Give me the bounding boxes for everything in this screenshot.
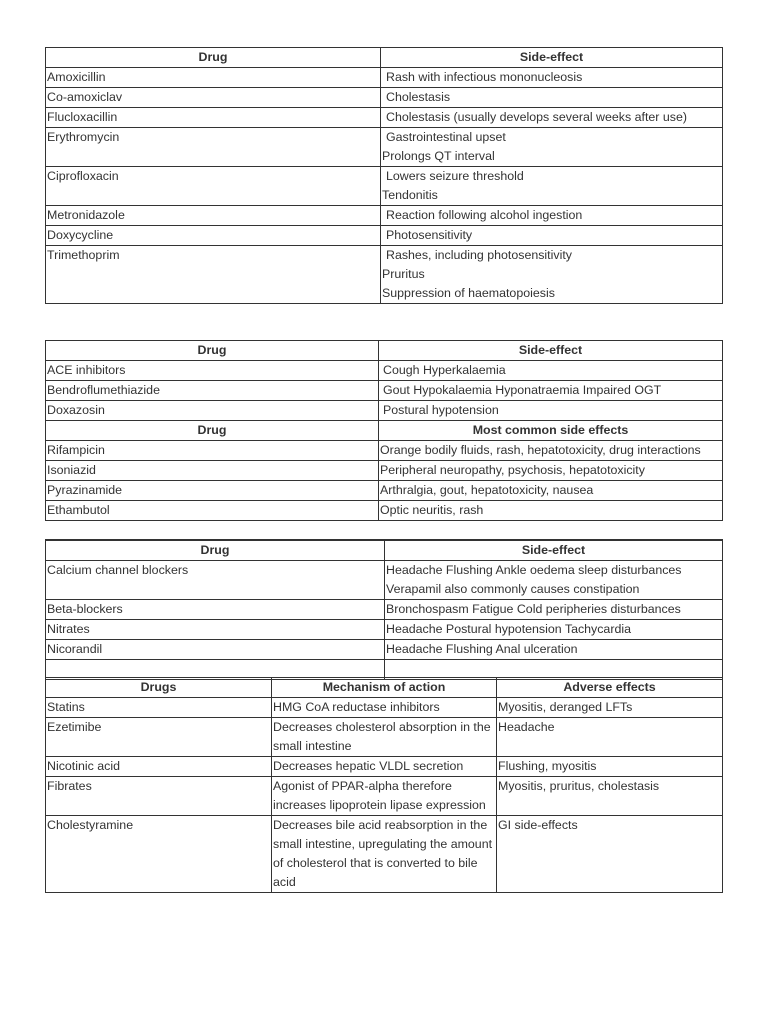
drug-cell: Isoniazid [46,461,379,481]
table-row [46,501,723,521]
drug-cell: Amoxicillin [46,68,381,88]
column-header-drugs: Drugs [46,678,272,698]
table-row [46,128,723,167]
column-header-drug: Drug [46,540,385,561]
side-effect-cell: Headache Flushing Anal ulceration [385,640,723,660]
table-header-row [46,341,723,361]
table-row [46,757,723,777]
column-header-adverse-effects: Adverse effects [497,678,723,698]
drug-side-effects-table [45,340,723,521]
table-subheader-row [46,421,723,441]
side-effect-cell [381,88,723,108]
table-row [46,401,723,421]
drug-cell: Trimethoprim [46,246,381,304]
table-row [46,481,723,501]
drug-cell: Statins [46,698,272,718]
mechanism-cell: Decreases cholesterol absorption in the small intestine [272,718,497,757]
side-effect-cell: Peripheral neuropathy, psychosis, hepatotoxicity [379,461,723,481]
table-row [46,108,723,128]
column-header-side-effect: Side-effect [379,341,723,361]
drug-cell: Pyrazinamide [46,481,379,501]
side-effect-cell [381,246,723,304]
side-effect-line: Lowers seizure threshold [386,169,524,183]
side-effect-line: Prolongs QT interval [382,149,495,163]
antibiotic-side-effects-table [45,47,723,304]
table-row [46,640,723,660]
table-row [46,167,723,206]
table-row [46,246,723,304]
column-header-most-common-side-effects: Most common side effects [379,421,723,441]
side-effect-line: Tendonitis [382,188,438,202]
drug-cell: Doxycycline [46,226,381,246]
lipid-drugs-table [45,677,723,893]
drug-cell: Metronidazole [46,206,381,226]
drug-cell: Erythromycin [46,128,381,167]
drug-cell: Cholestyramine [46,816,272,893]
drug-cell: Bendroflumethiazide [46,381,379,401]
side-effect-cell: Postural hypotension [379,401,723,421]
column-header-drug: Drug [46,421,379,441]
drug-cell: Doxazosin [46,401,379,421]
table-row [46,206,723,226]
side-effect-cell [381,128,723,167]
adverse-effects-cell: Headache [497,718,723,757]
adverse-effects-cell: Myositis, deranged LFTs [497,698,723,718]
side-effect-line: Pruritus [382,267,425,281]
drug-cell: Nitrates [46,620,385,640]
side-effect-cell: Arthralgia, gout, hepatotoxicity, nausea [379,481,723,501]
side-effect-line: Suppression of haematopoiesis [382,286,555,300]
adverse-effects-cell: GI side-effects [497,816,723,893]
drug-cell: Calcium channel blockers [46,561,385,600]
side-effect-line: Rash with infectious mononucleosis [386,70,583,84]
side-effect-cell: Bronchospasm Fatigue Cold peripheries disturbances [385,600,723,620]
side-effect-cell: Headache Postural hypotension Tachycardia [385,620,723,640]
side-effect-cell [381,68,723,88]
drug-cell: ACE inhibitors [46,361,379,381]
drug-cell: Ethambutol [46,501,379,521]
side-effect-line: Gastrointestinal upset [386,130,506,144]
side-effect-cell [381,108,723,128]
side-effect-line: Rashes, including photosensitivity [386,248,572,262]
cardiac-drug-side-effects-table [45,539,723,680]
table-row [46,226,723,246]
drug-cell: Rifampicin [46,441,379,461]
adverse-effects-cell: Flushing, myositis [497,757,723,777]
table-row [46,777,723,816]
table-row [46,68,723,88]
side-effect-cell: Gout Hypokalaemia Hyponatraemia Impaired OGT [379,381,723,401]
mechanism-cell: Decreases hepatic VLDL secretion [272,757,497,777]
side-effect-cell: Headache Flushing Ankle oedema sleep disturbances Verapamil also commonly causes constipation [385,561,723,600]
drug-cell: Nicotinic acid [46,757,272,777]
table-row [46,361,723,381]
side-effect-cell [381,167,723,206]
column-header-drug: Drug [46,341,379,361]
side-effect-cell [381,226,723,246]
drug-cell: Ezetimibe [46,718,272,757]
column-header-side-effect: Side-effect [385,540,723,561]
side-effect-line: Cholestasis [386,90,451,104]
side-effect-cell: Optic neuritis, rash [379,501,723,521]
column-header-drug: Drug [46,48,381,68]
mechanism-cell: Agonist of PPAR-alpha therefore increases lipoprotein lipase expression [272,777,497,816]
side-effect-cell: Cough Hyperkalaemia [379,361,723,381]
table-row [46,381,723,401]
column-header-side-effect: Side-effect [381,48,723,68]
side-effect-line: Cholestasis (usually develops several weeks after use) [386,110,687,124]
mechanism-cell: HMG CoA reductase inhibitors [272,698,497,718]
table-row [46,620,723,640]
drug-cell: Co-amoxiclav [46,88,381,108]
table-row [46,461,723,481]
adverse-effects-cell: Myositis, pruritus, cholestasis [497,777,723,816]
table-header-row [46,540,723,561]
mechanism-cell: Decreases bile acid reabsorption in the small intestine, upregulating the amount of cholesterol that is converted to bile acid [272,816,497,893]
table-row [46,88,723,108]
drug-cell: Flucloxacillin [46,108,381,128]
table-row [46,698,723,718]
drug-cell: Nicorandil [46,640,385,660]
table-header-row [46,678,723,698]
column-header-mechanism: Mechanism of action [272,678,497,698]
drug-cell: Ciprofloxacin [46,167,381,206]
table-row [46,561,723,600]
side-effect-cell: Orange bodily fluids, rash, hepatotoxicity, drug interactions [379,441,723,461]
table-row [46,718,723,757]
table-row [46,600,723,620]
side-effect-line: Photosensitivity [386,228,473,242]
drug-cell: Beta-blockers [46,600,385,620]
table-row [46,441,723,461]
table-header-row [46,48,723,68]
drug-cell: Fibrates [46,777,272,816]
side-effect-line: Reaction following alcohol ingestion [386,208,583,222]
table-row [46,816,723,893]
side-effect-cell [381,206,723,226]
